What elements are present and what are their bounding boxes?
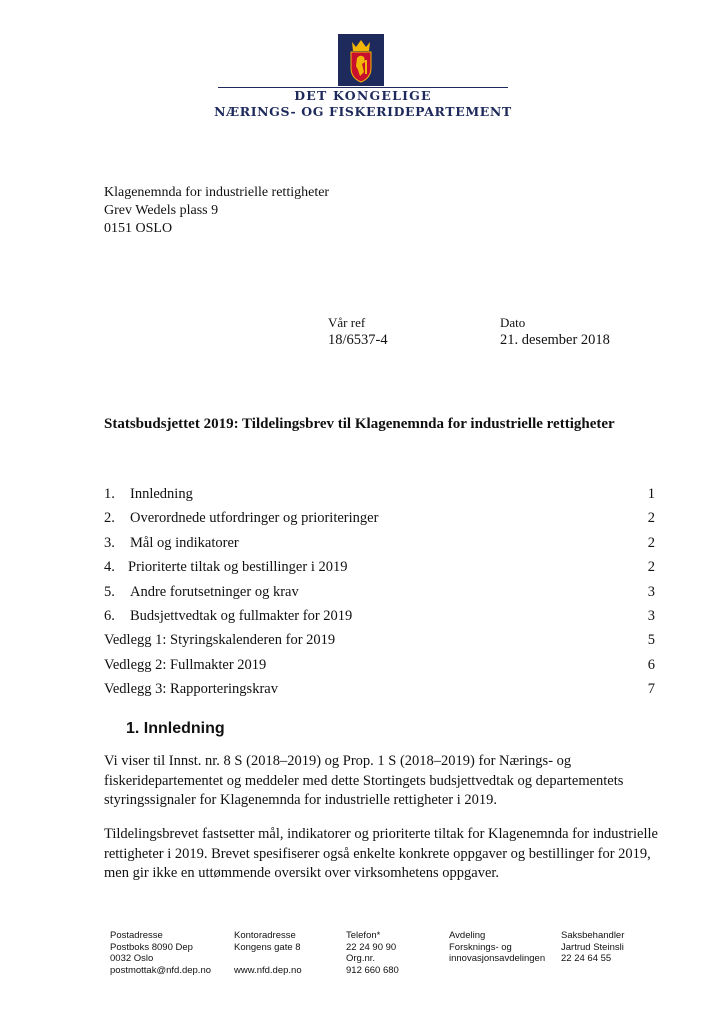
footer-department: [449, 930, 545, 965]
toc-page: 2: [647, 510, 655, 527]
footer-label: Postadresse: [110, 930, 163, 941]
toc-entry[interactable]: [104, 679, 655, 703]
toc-number: 6.: [104, 607, 115, 624]
our-ref-value: 18/6537-4: [328, 332, 388, 348]
footer-text: Postboks 8090 Dep: [110, 941, 193, 953]
ministry-name-line2: NÆRINGS- OG FISKERIDEPARTEMENT: [214, 104, 512, 119]
toc-entry[interactable]: [104, 533, 655, 557]
our-ref-label: Vår ref: [328, 315, 366, 330]
toc-page: 3: [647, 583, 655, 600]
footer-label: Kontoradresse: [234, 930, 296, 941]
toc-entry[interactable]: [104, 508, 655, 532]
toc-title: Andre forutsetninger og krav: [130, 583, 299, 600]
ministry-name-line1: DET KONGELIGE: [294, 88, 432, 103]
toc-number: 4.: [104, 559, 115, 576]
toc-title: Budsjettvedtak og fullmakter for 2019: [130, 607, 353, 624]
toc-entry[interactable]: [104, 484, 655, 508]
section-heading: 1. Innledning: [126, 720, 225, 737]
footer-text: Forsknings- og: [449, 941, 512, 953]
footer-office-address: [234, 930, 302, 976]
recipient-name: Klagenemnda for industrielle rettigheter: [104, 185, 330, 200]
toc-title: Overordnede utfordringer og prioriteringer: [130, 510, 379, 527]
toc-entry[interactable]: [104, 630, 655, 654]
toc-page: 2: [647, 534, 655, 551]
toc-entry[interactable]: [104, 655, 655, 679]
footer-postal-address: [110, 930, 211, 976]
footer-website[interactable]: www.nfd.dep.no: [234, 964, 302, 976]
coat-of-arms-icon: [338, 34, 384, 86]
recipient-address: [104, 184, 329, 238]
letter-subject: Statsbudsjettet 2019: Tildelingsbrev til Klagenemnda for industrielle rettigheter: [104, 416, 615, 432]
footer-label: Saksbehandler: [561, 930, 625, 941]
toc-entry[interactable]: [104, 606, 655, 630]
footer-text: Jartrud Steinsli: [561, 941, 624, 953]
toc-title: Vedlegg 3: Rapporteringskrav: [104, 681, 278, 698]
footer-text: Org.nr.: [346, 953, 376, 964]
toc-number: 2.: [104, 510, 115, 527]
toc-number: 5.: [104, 583, 115, 600]
footer-case-officer: [561, 930, 624, 965]
toc-entry[interactable]: [104, 557, 655, 581]
footer-text: 912 660 680: [346, 964, 399, 976]
toc-page: 6: [647, 656, 655, 673]
footer-text: [234, 953, 302, 965]
footer-text: 22 24 64 55: [561, 953, 612, 964]
toc-number: 1.: [104, 486, 115, 502]
toc-entry[interactable]: [104, 582, 655, 606]
footer-email[interactable]: postmottak@nfd.dep.no: [110, 964, 212, 976]
toc-page: 2: [647, 559, 655, 576]
toc-number: 3.: [104, 534, 115, 551]
toc-page: 5: [647, 632, 655, 649]
footer-label: Avdeling: [449, 930, 486, 941]
toc-title: Prioriterte tiltak og bestillinger i 2019: [128, 559, 348, 576]
toc-page: 7: [647, 681, 655, 698]
toc-page: 3: [647, 607, 655, 624]
footer-text: innovasjonsavdelingen: [449, 953, 546, 964]
toc-title: Innledning: [130, 486, 193, 502]
toc-title: Vedlegg 1: Styringskalenderen for 2019: [104, 632, 336, 649]
date-value: 21. desember 2018: [500, 332, 610, 348]
footer-text: 0032 Oslo: [110, 953, 154, 964]
date-label: Dato: [500, 315, 526, 330]
footer-phone: [346, 930, 399, 976]
footer-text: Kongens gate 8: [234, 941, 301, 953]
table-of-contents: [104, 484, 655, 704]
toc-title: Mål og indikatorer: [130, 534, 239, 551]
toc-title: Vedlegg 2: Fullmakter 2019: [104, 656, 267, 673]
recipient-street: Grev Wedels plass 9: [104, 203, 219, 218]
footer-text: 22 24 90 90: [346, 941, 397, 953]
body-paragraph: Vi viser til Innst. nr. 8 S (2018–2019) og Prop. 1 S (2018–2019) for Nærings- og fiskeridepartementet og meddeler med dette Stortingets budsjettvedtak og departementets styringssignaler for Klagenemnda for industrielle rettigheter i 2019.: [104, 753, 624, 808]
recipient-city: 0151 OSLO: [104, 221, 173, 236]
toc-page: 1: [647, 486, 655, 502]
body-paragraph: Tildelingsbrevet fastsetter mål, indikatorer og prioriterte tiltak for Klagenemnda for industrielle rettigheter i 2019. Brevet spesifiserer også enkelte konkrete oppgaver og bestillinger for 2019, men gir ikke en uttømmende oversikt over virksomhetens oppgaver.: [104, 826, 658, 881]
footer-label: Telefon*: [346, 930, 381, 941]
